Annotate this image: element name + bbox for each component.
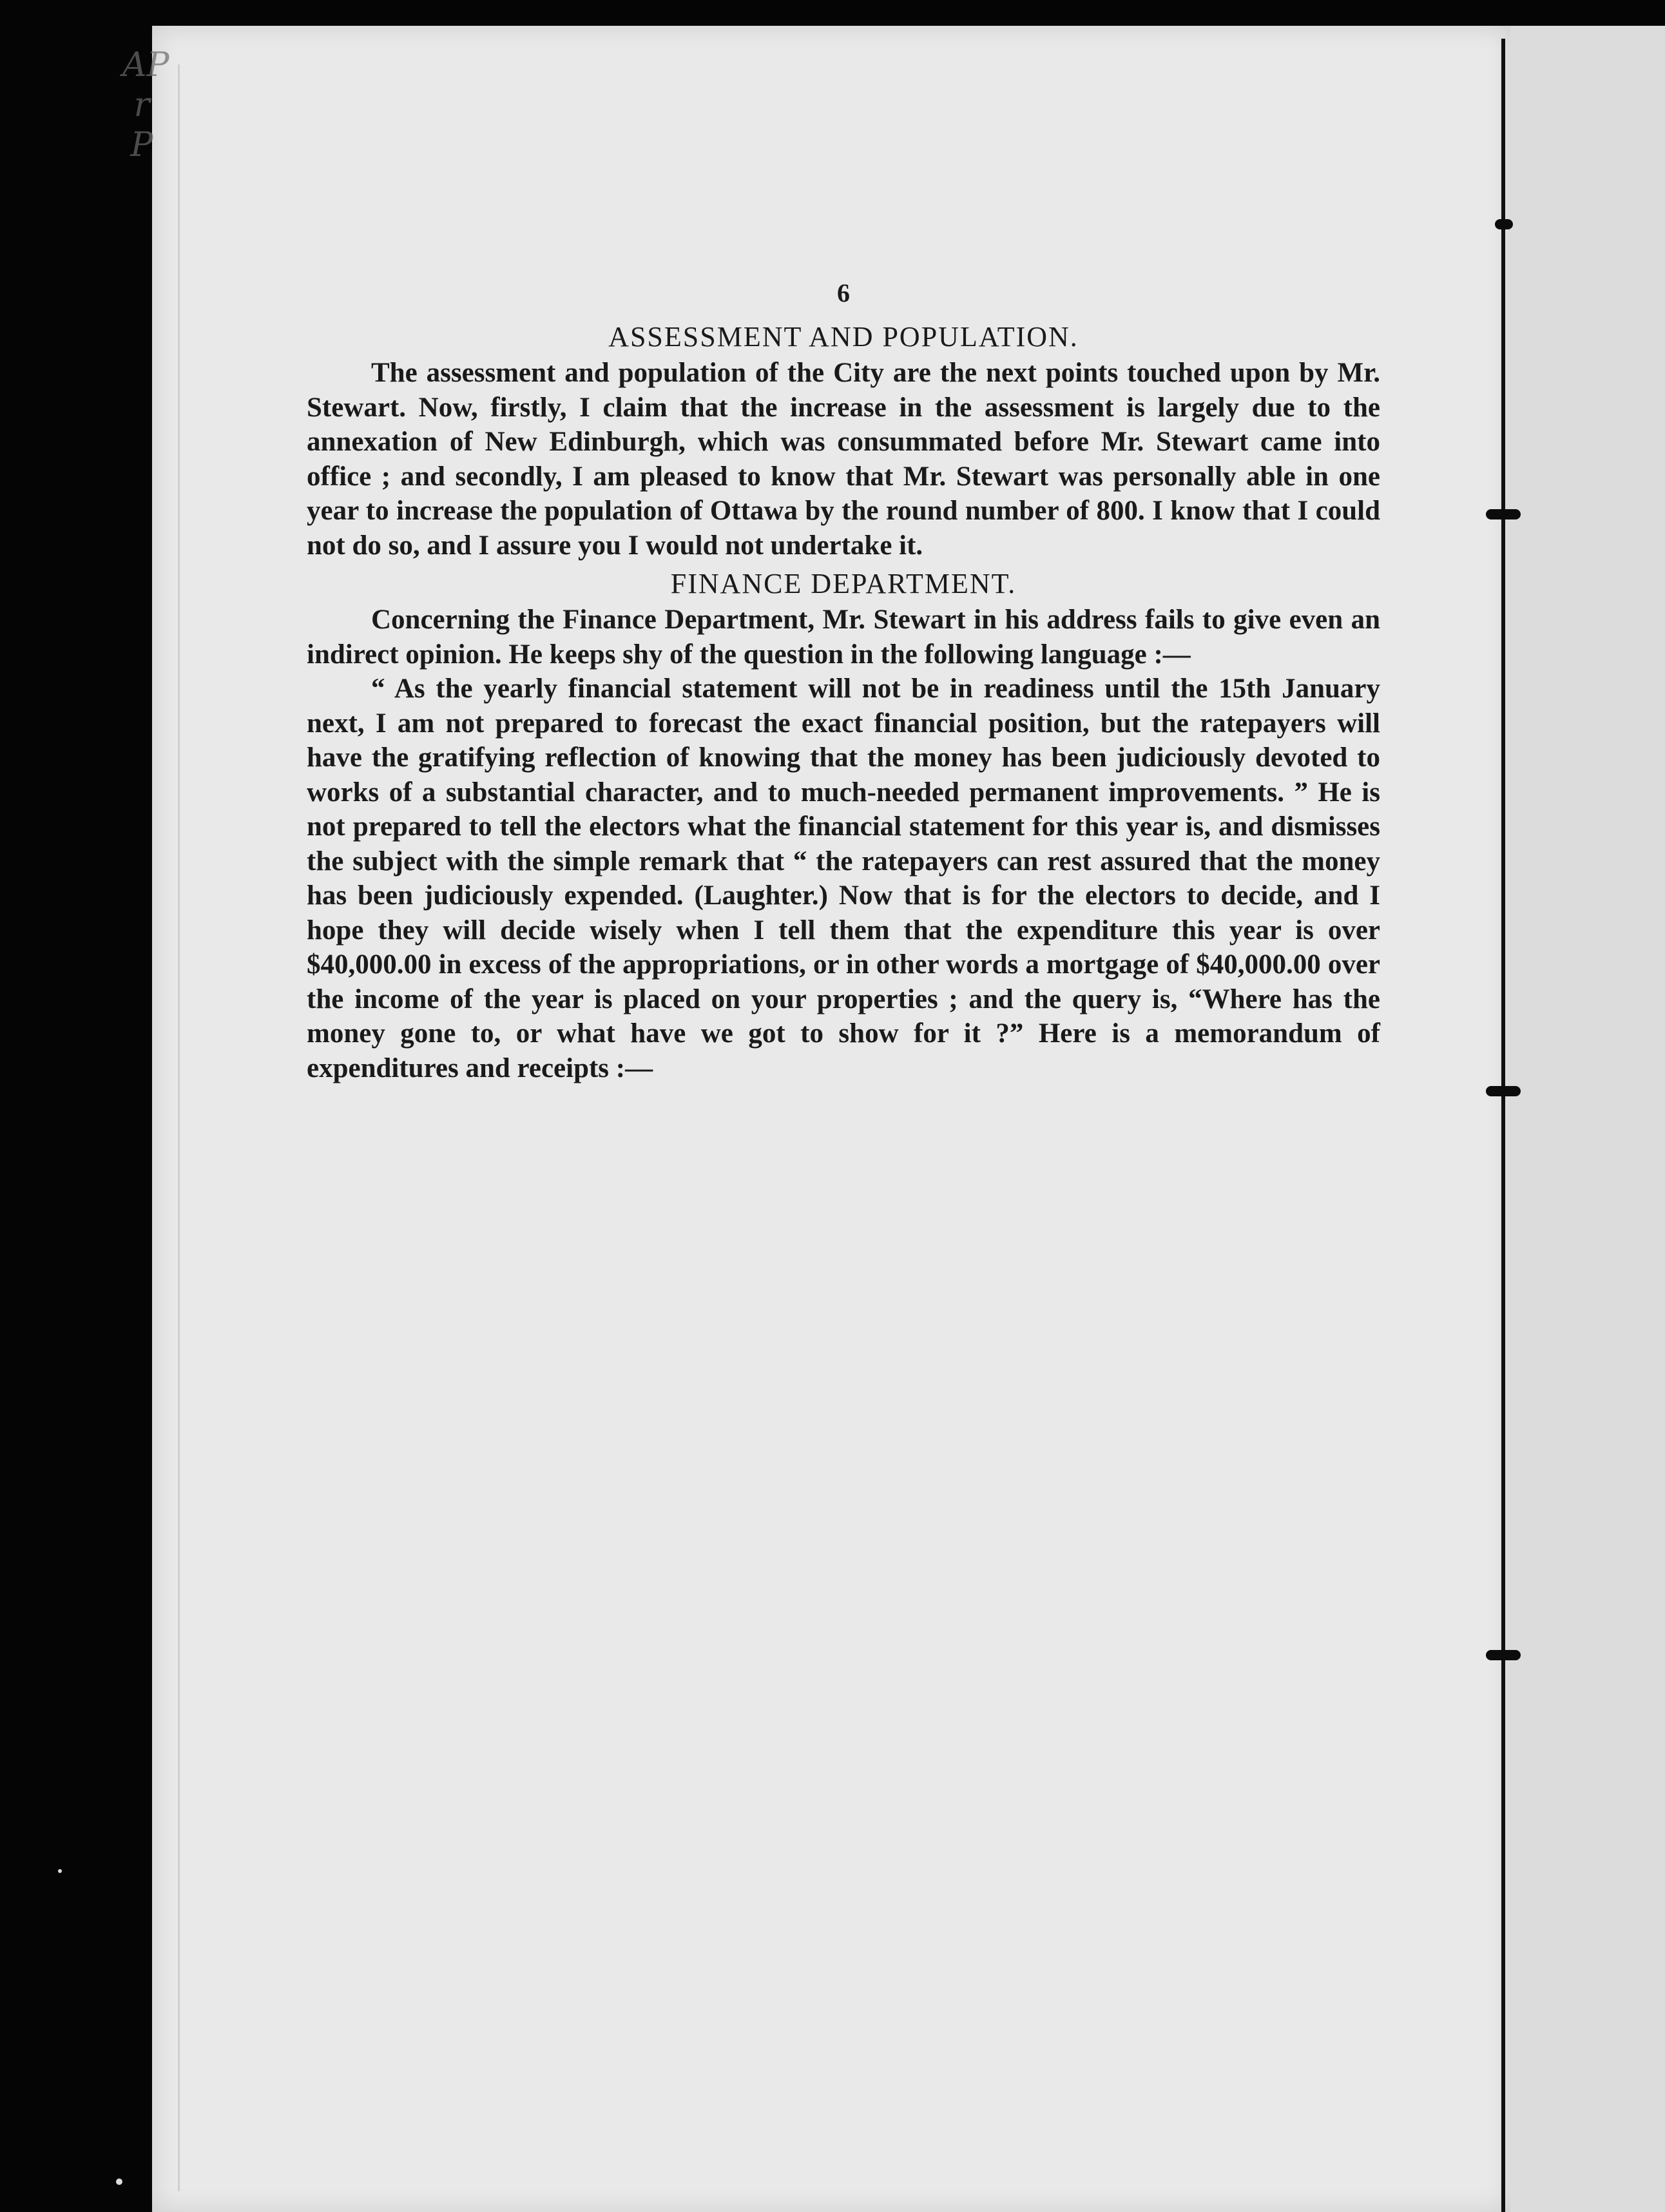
scan-speck (1598, 412, 1603, 418)
scan-speck (116, 2178, 122, 2185)
handwritten-marginal-note: AP r P (122, 46, 169, 164)
text-block (307, 277, 1380, 1085)
page-edge-rule (178, 64, 180, 2191)
paragraph-assessment: The assessment and population of the City are the next points touched upon by Mr. Stewart. Now, firstly, I claim that the increase in the assessment is largely due to the annexation of New Edinburgh, which was consummated before Mr. Stewart came into office ; and secondly, I am pleased to know that Mr. Stewart was personally able in one year to increase the population of Ottawa by the round number of 800. I know that I could not do so, and I assure you I would not undertake it. (307, 358, 1380, 561)
facing-page-edge (1510, 26, 1665, 2212)
section-heading-assessment: ASSESSMENT AND POPULATION. (608, 321, 1079, 353)
scan-speck (58, 1869, 62, 1873)
paragraph-finance-quote: “ As the yearly financial statement will not be in readiness until the 15th January next, I am not prepared to forecast the exact financial position, but the ratepayers will have the gratifying reflection of knowing that the money has been judiciously devoted to works of a substantial character, and to much-needed permanent improvements. ” He is not prepared to tell the electors what the financial statement for this year is, and dismisses the subject with the simple remark that “ the ratepayers can rest assured that the money has been judiciously expended. (Laughter.) Now that is for the electors to decide, and I hope they will decide wisely when I tell them that the expenditure this year is over $40,000.00 in excess of the appropriations, or in other words a mortgage of $40,000.00 over the income of the year is placed on your properties ; and the query is, “Where has the money gone to, or what have we got to show for it ?” Here is a memorandum of expenditures and receipts :— (307, 674, 1380, 1083)
binding-stitch (1495, 219, 1513, 229)
page-number: 6 (837, 278, 850, 307)
paragraph-finance-intro: Concerning the Finance Department, Mr. Stewart in his address fails to give even an indirect opinion. He keeps shy of the question in the following language :— (307, 605, 1380, 670)
section-heading-finance: FINANCE DEPARTMENT. (670, 568, 1017, 599)
binding-stitch (1486, 1086, 1521, 1096)
binding-stitch (1486, 509, 1521, 519)
binding-spine (1501, 39, 1505, 2212)
binding-stitch (1486, 1650, 1521, 1660)
